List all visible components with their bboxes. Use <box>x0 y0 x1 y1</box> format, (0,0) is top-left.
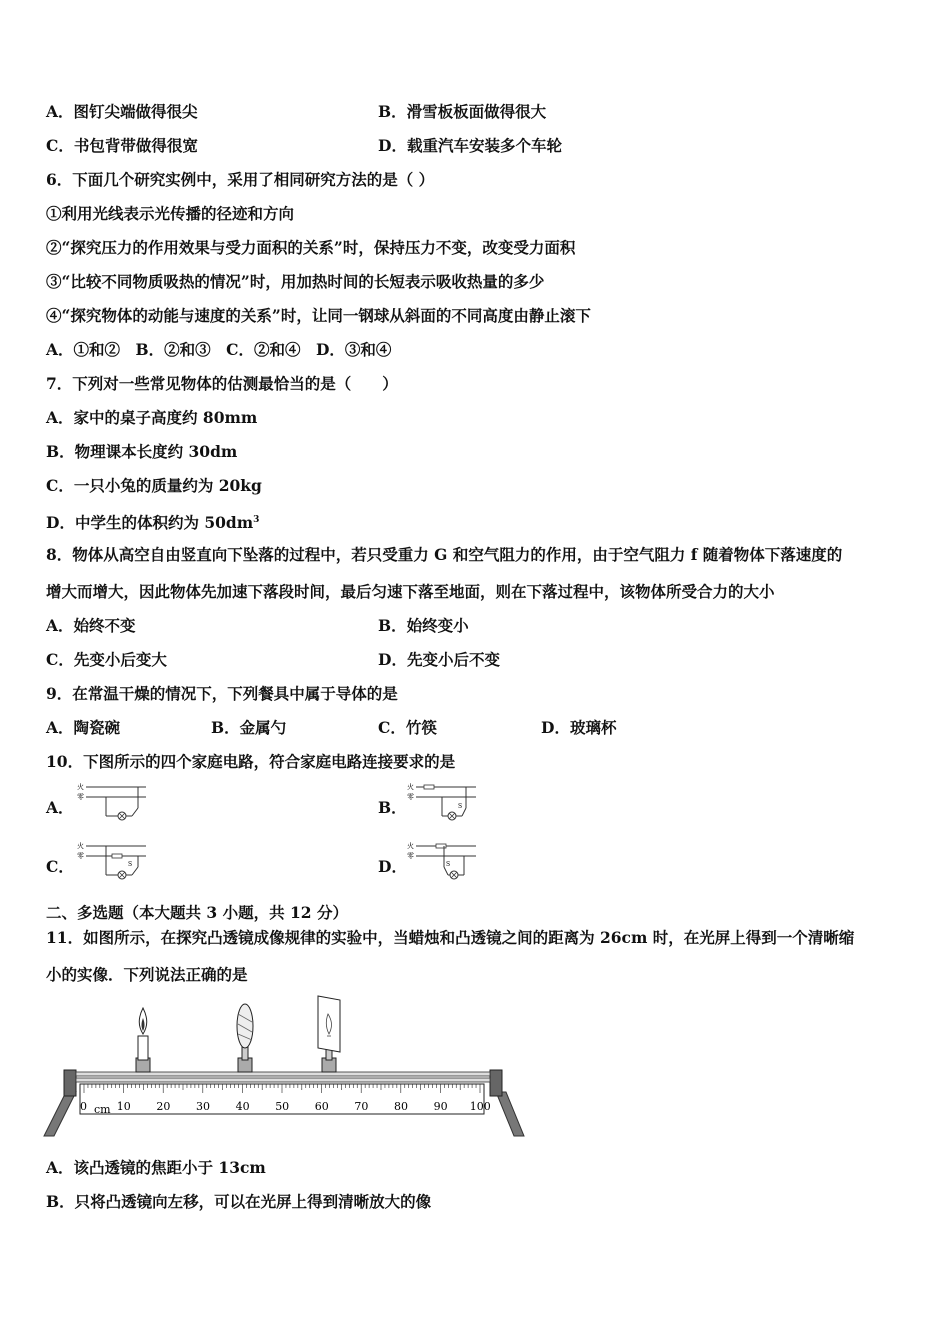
q7-option-d <box>46 510 259 533</box>
q9-option-c: C．竹筷 <box>378 718 437 737</box>
q9-option-b: B．金属勺 <box>211 718 287 737</box>
circuit-a-live-label: 火 <box>77 783 84 791</box>
q8-option-c: C．先变小后变大 <box>46 650 167 669</box>
q10-option-a-label: A． <box>46 798 74 817</box>
q7-option-b: B．物理课本长度约 30dm <box>46 442 238 461</box>
ruler-tick-label: 50 <box>275 1100 290 1113</box>
light-screen <box>318 996 340 1072</box>
circuit-b-switch-label: S <box>458 803 463 810</box>
circuit-a-neutral-label: 零 <box>77 793 84 801</box>
circuit-b-live-label: 火 <box>407 783 414 791</box>
q8-stem-line2: 增大而增大，因此物体先加速下落段时间，最后匀速下落至地面，则在下落过程中，该物体所受合力的大小 <box>46 582 775 601</box>
q8-option-a: A．始终不变 <box>46 616 136 635</box>
q5-option-c: C．书包背带做得很宽 <box>46 136 198 155</box>
ruler-tick-label: 90 <box>433 1100 448 1113</box>
q11-stem-line2: 小的实像．下列说法正确的是 <box>46 965 248 984</box>
optical-bench-figure <box>40 992 530 1140</box>
circuit-c-switch-label: S <box>128 861 133 868</box>
fuse-icon <box>424 785 434 789</box>
circuit-d-switch-label: S <box>446 861 451 868</box>
q10-stem: 10．下图所示的四个家庭电路，符合家庭电路连接要求的是 <box>46 752 456 771</box>
q6-stem: 6．下面几个研究实例中，采用了相同研究方法的是（ ） <box>46 170 435 189</box>
q6-item-2: ②“探究压力的作用效果与受力面积的关系”时，保持压力不变，改变受力面积 <box>46 238 576 257</box>
circuit-d-live-label: 火 <box>407 842 414 850</box>
q6-item-3: ③“比较不同物质吸热的情况”时，用加热时间的长短表示吸收热量的多少 <box>46 272 545 291</box>
rail-top <box>76 1072 490 1076</box>
left-leg <box>44 1092 76 1136</box>
q10-option-b-label: B． <box>378 798 407 817</box>
q8-stem-line1: 8．物体从高空自由竖直向下坠落的过程中，若只受重力 G 和空气阻力的作用，由于空气阻力 f 随着物体下落速度的 <box>46 545 843 564</box>
ruler-tick-label: 20 <box>156 1100 171 1113</box>
q10-option-d-label: D． <box>378 857 407 876</box>
switch-icon <box>132 808 138 816</box>
circuit-c-neutral-label: 零 <box>77 852 84 860</box>
q9-option-d: D．玻璃杯 <box>541 718 617 737</box>
q9-stem: 9．在常温干燥的情况下，下列餐具中属于导体的是 <box>46 684 398 703</box>
q10-option-c-label: C． <box>46 857 74 876</box>
right-leg <box>496 1092 524 1136</box>
ruler-unit: cm <box>94 1103 111 1116</box>
right-end-post <box>490 1070 502 1096</box>
q7-option-d-text: D．中学生的体积约为 50dm <box>46 513 254 532</box>
ruler-tick-label: 40 <box>235 1100 250 1113</box>
q11-option-a: A．该凸透镜的焦距小于 13cm <box>46 1158 266 1177</box>
ruler-tick-label: 30 <box>196 1100 210 1113</box>
section2-heading: 二、多选题（本大题共 3 小题，共 12 分） <box>46 903 348 922</box>
q6-options: A．①和② B．②和③ C．②和④ D．③和④ <box>46 340 392 359</box>
q5-option-d: D．载重汽车安装多个车轮 <box>378 136 562 155</box>
circuit-d-neutral-label: 零 <box>407 852 414 860</box>
q10-circuit-b <box>406 782 478 826</box>
ruler-tick-label: 80 <box>394 1100 408 1113</box>
q11-option-b: B．只将凸透镜向左移，可以在光屏上得到清晰放大的像 <box>46 1192 432 1211</box>
candle <box>136 1008 150 1072</box>
q7-option-a: A．家中的桌子高度约 80mm <box>46 408 258 427</box>
q7-option-d-superscript: 3 <box>253 515 260 525</box>
circuit-c-live-label: 火 <box>77 842 84 850</box>
ruler-tick-label: 70 <box>354 1100 369 1113</box>
q7-stem: 7．下列对一些常见物体的估测最恰当的是（ ） <box>46 374 398 393</box>
left-end-post <box>64 1070 76 1096</box>
q8-option-d: D．先变小后不变 <box>378 650 500 669</box>
switch-icon <box>444 867 448 875</box>
circuit-b-neutral-label: 零 <box>407 793 414 801</box>
ruler-tick-label: 100 <box>469 1100 491 1113</box>
q8-option-b: B．始终变小 <box>378 616 469 635</box>
rail-middle <box>76 1078 490 1082</box>
switch-icon <box>462 808 466 816</box>
ruler-tick-label: 10 <box>116 1100 131 1113</box>
q7-option-c: C．一只小兔的质量约为 20kg <box>46 476 262 495</box>
ruler-tick-label: 60 <box>314 1100 329 1113</box>
q6-item-1: ①利用光线表示光传播的径迹和方向 <box>46 204 295 223</box>
q10-circuit-c <box>76 841 148 885</box>
fuse-icon <box>112 854 122 858</box>
ruler-tick-label: 0 <box>80 1100 87 1113</box>
q6-item-4: ④“探究物体的动能与速度的关系”时，让同一钢球从斜面的不同高度由静止滚下 <box>46 306 591 325</box>
convex-lens <box>237 1004 253 1072</box>
switch-icon <box>132 867 138 875</box>
q10-circuit-a <box>76 782 148 826</box>
q5-option-b: B．滑雪板板面做得很大 <box>378 102 547 121</box>
q5-option-a: A．图钉尖端做得很尖 <box>46 102 198 121</box>
q11-stem-line1: 11．如图所示，在探究凸透镜成像规律的实验中，当蜡烛和凸透镜之间的距离为 26cm 时，在光屏上得到一个清晰缩 <box>46 928 855 947</box>
q10-circuit-d <box>406 841 478 885</box>
q9-option-a: A．陶瓷碗 <box>46 718 121 737</box>
